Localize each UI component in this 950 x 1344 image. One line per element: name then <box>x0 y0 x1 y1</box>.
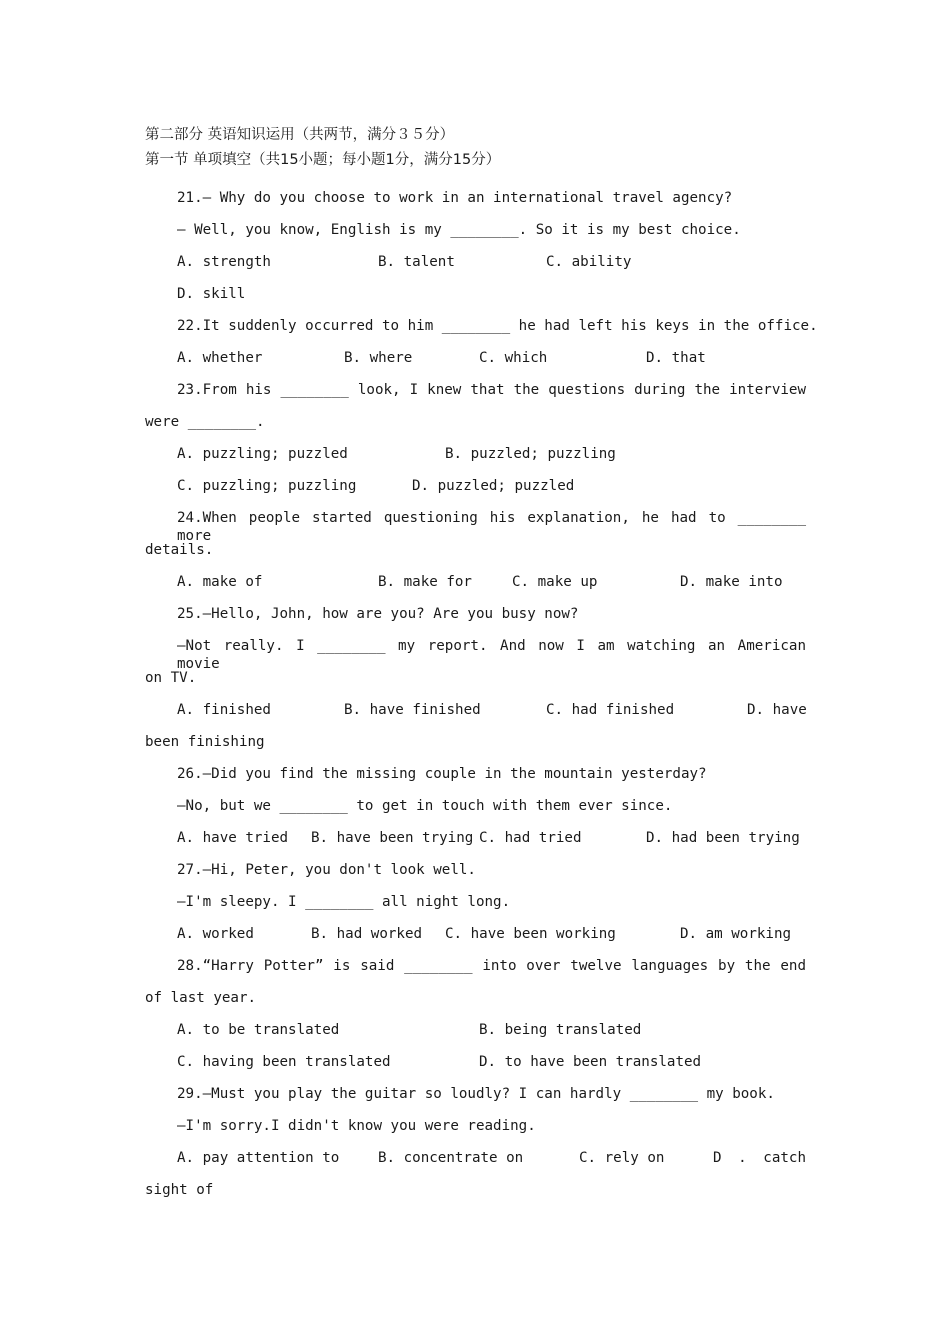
question-27-option-a: A. worked <box>177 926 254 942</box>
question-28-option-d: D. to have been translated <box>479 1054 702 1070</box>
question-28-option-b: B. being translated <box>479 1022 642 1038</box>
question-27-option-c: C. have been working <box>445 926 616 942</box>
question-24-option-d: D. make into <box>680 574 783 590</box>
question-23-option-a: A. puzzling; puzzled <box>177 446 348 462</box>
question-24-option-c: C. make up <box>512 574 598 590</box>
question-23-option-b: B. puzzled; puzzling <box>445 446 616 462</box>
part-title: 第二部分 英语知识运用（共两节，满分３５分） <box>145 127 455 143</box>
question-26-option-c: C. had tried <box>479 830 582 846</box>
question-27-option-b: B. had worked <box>311 926 423 942</box>
question-21-option-a: A. strength <box>177 254 271 270</box>
question-29-option-d-cont: sight of <box>145 1182 214 1198</box>
section-title: 第一节 单项填空（共15小题；每小题1分，满分15分） <box>145 152 501 168</box>
question-26-option-b: B. have been trying <box>311 830 474 846</box>
question-28-option-c: C. having been translated <box>177 1054 391 1070</box>
question-24-stem-cont: details. <box>145 542 214 558</box>
question-22-option-b: B. where <box>344 350 413 366</box>
question-29-option-b: B. concentrate on <box>378 1150 524 1166</box>
question-25-option-c: C. had finished <box>546 702 675 718</box>
question-23-option-c: C. puzzling; puzzling <box>177 478 357 494</box>
question-26-option-a: A. have tried <box>177 830 289 846</box>
question-21-option-b: B. talent <box>378 254 455 270</box>
question-27-option-d: D. am working <box>680 926 792 942</box>
question-24-option-a: A. make of <box>177 574 263 590</box>
question-25-option-d-cont: been finishing <box>145 734 265 750</box>
question-26-option-d: D. had been trying <box>646 830 800 846</box>
question-21-option-c: C. ability <box>546 254 632 270</box>
question-24-stem: 24.When people started questioning his explanation, he had to ________ more <box>177 510 806 544</box>
question-29-option-a: A. pay attention to <box>177 1150 340 1166</box>
question-23-option-d: D. puzzled; puzzled <box>412 478 575 494</box>
question-26-answer-line: —No, but we ________ to get in touch with them ever since. <box>177 798 673 814</box>
question-21-answer-line: — Well, you know, English is my ________. So it is my best choice. <box>177 222 741 238</box>
question-25-option-b: B. have finished <box>344 702 481 718</box>
question-27-stem: 27.—Hi, Peter, you don't look well. <box>177 862 476 878</box>
question-28-option-a: A. to be translated <box>177 1022 340 1038</box>
question-22-stem: 22.It suddenly occurred to him ________ he had left his keys in the office. <box>177 318 818 334</box>
question-22-option-a: A. whether <box>177 350 263 366</box>
question-22-option-c: C. which <box>479 350 548 366</box>
question-25-option-a: A. finished <box>177 702 271 718</box>
question-29-option-c: C. rely on <box>579 1150 665 1166</box>
question-23-stem: 23.From his ________ look, I knew that the questions during the interview <box>177 382 806 398</box>
question-28-stem-cont: of last year. <box>145 990 257 1006</box>
question-21-stem: 21.— Why do you choose to work in an international travel agency? <box>177 190 733 206</box>
question-27-answer-line: —I'm sleepy. I ________ all night long. <box>177 894 511 910</box>
question-26-stem: 26.—Did you find the missing couple in the mountain yesterday? <box>177 766 707 782</box>
question-21-option-d: D. skill <box>177 286 246 302</box>
question-25-answer-line: —Not really. I ________ my report. And now I am watching an American movie <box>177 638 806 672</box>
question-29-option-d: D . catch <box>713 1150 806 1166</box>
question-22-option-d: D. that <box>646 350 706 366</box>
question-25-answer-cont: on TV. <box>145 670 197 686</box>
question-29-answer-line: —I'm sorry.I didn't know you were reading. <box>177 1118 536 1134</box>
question-23-stem-cont: were ________. <box>145 414 265 430</box>
question-24-option-b: B. make for <box>378 574 472 590</box>
question-28-stem: 28.“Harry Potter” is said ________ into over twelve languages by the end <box>177 958 806 974</box>
question-29-stem: 29.—Must you play the guitar so loudly? I can hardly ________ my book. <box>177 1086 775 1102</box>
question-25-option-d: D. have <box>747 702 807 718</box>
question-25-stem: 25.—Hello, John, how are you? Are you busy now? <box>177 606 579 622</box>
